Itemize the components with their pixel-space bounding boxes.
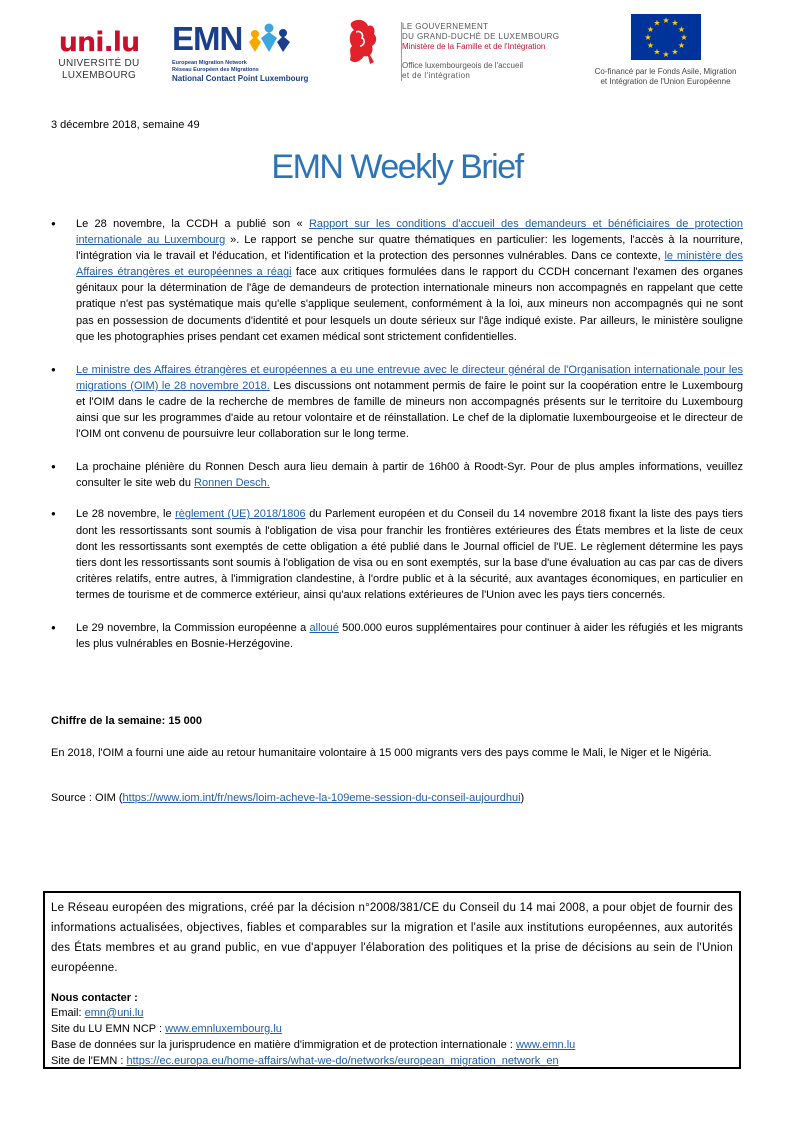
email-label: Email: (51, 1007, 85, 1019)
contact-heading: Nous contacter : (51, 992, 138, 1004)
news-item-ccdh-report (51, 216, 743, 345)
news-text: Le 29 novembre, la Commission européenne a (76, 621, 310, 634)
source-prefix: Source : OIM ( (51, 792, 123, 804)
source-suffix: ) (520, 792, 525, 804)
db-label: Base de données sur la jurisprudence en matière d'immigration et de protection internationale : (51, 1039, 516, 1051)
emn-wordmark: EMN (172, 20, 243, 57)
svg-text:★: ★ (670, 18, 679, 28)
svg-text:★: ★ (646, 41, 654, 50)
emn-site-link[interactable]: https://ec.europa.eu/home-affairs/what-we-do/networks/european_migration_network_en (126, 1055, 559, 1067)
svg-text:★: ★ (661, 50, 670, 59)
svg-text:★: ★ (677, 25, 685, 34)
issue-date: 3 décembre 2018, semaine 49 (51, 119, 200, 131)
government-text (401, 22, 559, 81)
news-text: du Parlement européen et du Conseil du 14 novembre 2018 fixant la liste des pays tiers dont les ressortissants sont soumis à l'obligation de visa pour franchir les frontières extérieures des États membres et la liste de ceux dont les ressortissants sont exemptés de cette obligation a été publié dans le Journal officiel de l'UE. Le règlement détermine les pays tiers dont les ressortissants sont soumis à l'obligation de visa ou en sont exemptés, sur la base d'une évaluation au cas par cas de divers critères relatifs, entre autres, à l'immigration clandestine, à l'ordre public et à la sécurité, aux avantages économiques, en particulier en termes de tourisme et de commerce extérieur, ainsi qu'aux relations extérieures de l'Union avec les pays tiers concernés. (76, 508, 744, 601)
uni-lu-mark: uni.lu (58, 27, 140, 58)
emn-logo (172, 22, 312, 84)
regulation-link[interactable]: règlement (UE) 2018/1806 (175, 508, 306, 521)
gov-office-line1: Office luxembourgeois de l'accueil (402, 61, 523, 70)
svg-text:★: ★ (670, 47, 679, 57)
gov-line1: LE GOUVERNEMENT (402, 22, 489, 31)
news-item-visa-regulation (51, 506, 743, 603)
figure-text: En 2018, l'OIM a fourni une aide au retour humanitaire volontaire à 15 000 migrants vers des pays comme le Mali, le Niger et le Nigéria. (51, 747, 712, 759)
ronnen-desch-link[interactable]: Ronnen Desch. (194, 477, 270, 490)
news-text: La prochaine plénière du Ronnen Desch aura lieu demain à partir de 16h00 à Roodt-Syr. Pour de plus amples informations, veuillez consulter le site web du (76, 461, 743, 490)
news-list (51, 216, 743, 652)
svg-text:★: ★ (643, 33, 652, 42)
contact-db-row (51, 1037, 733, 1053)
site-link[interactable]: www.emnluxembourg.lu (165, 1023, 282, 1035)
contact-emn-site-row (51, 1053, 733, 1069)
svg-text:★: ★ (652, 18, 661, 28)
eu-logo (583, 14, 748, 87)
emn-subtitle-en: European Migration Network (172, 60, 247, 66)
ccdh-report-link[interactable]: Rapport sur les conditions d'accueil des demandeurs et bénéficiaires de protection internationale au Luxembourg (76, 218, 743, 247)
news-text: ». Le rapport se penche sur quatre thématiques en particulier: les logements, l'accès à la nourriture, l'intégration via le travail et l'éducation, et l'identification et la protection des personnes vulnérables. Dans ce contexte, (76, 234, 744, 263)
eu-caption-line2: et Intégration de l'Union Européenne (600, 77, 731, 86)
news-item-oim-meeting (51, 362, 743, 442)
svg-text:★: ★ (661, 16, 670, 25)
news-text: face aux critiques formulées dans le rapport du CCDH concernant l'examen des organes génitaux pour la détermination de l'âge de demandeurs de protection internationale mineurs non accompagnés en rappelant que cette pratique n'est pas systématique mais qu'elle s'applique seulement, conformément à la loi, aux mineurs non accompagnés qui ne sont pas en possession de documents d'identité et pour lesquels un doute sérieux sur l'âge indiqué existe. Par ailleurs, le ministère souligne que les photographies prises pendant cet examen médical sont strictement confidentielles. (76, 266, 743, 343)
svg-text:★: ★ (652, 47, 661, 57)
emn-info-box (43, 891, 741, 1069)
emn-ncp-label: National Contact Point Luxembourg (172, 74, 309, 83)
uni-name-line2: LUXEMBOURG (61, 70, 137, 81)
news-item-bosnia-funding (51, 620, 743, 652)
gov-ministry: Ministère de la Famille et de l'Intégration (402, 42, 546, 51)
db-link[interactable]: www.emn.lu (515, 1039, 576, 1051)
svg-text:★: ★ (646, 25, 654, 34)
eu-caption (583, 67, 748, 87)
source-link[interactable]: https://www.iom.int/fr/news/loim-acheve-la-109eme-session-du-conseil-aujourdhui (122, 792, 521, 804)
eu-caption-line1: Co-financé par le Fonds Asile, Migration (594, 67, 737, 76)
emn-site-label: Site de l'EMN : (51, 1055, 127, 1067)
news-item-ronnen-desch (51, 459, 743, 491)
news-text: 500.000 euros supplémentaires pour continuer à aider les réfugiés et les migrants les plus vulnérables en Bosnie-Herzégovine. (76, 621, 744, 651)
university-logo (57, 28, 141, 82)
emn-description: Le Réseau européen des migrations, créé par la décision n°2008/381/CE du Conseil du 14 mai 2008, a pour objet de fournir des informations actualisées, objectives, fiables et comparables sur la migration et l'asile aux institutions européennes, aux autorités des États membres et au grand public, en vue d'appuyer l'élaboration des politiques et la prise de décisions au sein de l'Union européenne. (51, 902, 733, 974)
gov-line2: DU GRAND-DUCHÉ DE LUXEMBOURG (402, 32, 560, 41)
page-title: EMN Weekly Brief (271, 148, 523, 186)
uni-name-line1: UNIVERSITÉ DU (58, 58, 140, 69)
emn-subtitle-fr: Réseau Européen des Migrations (172, 66, 259, 73)
emn-figures-icon (247, 22, 293, 60)
eu-flag-icon (631, 14, 701, 60)
contact-site-row (51, 1021, 733, 1037)
oim-meeting-link[interactable]: Le ministre des Affaires étrangères et européennes a eu une entrevue avec le directeur général de l'Organisation internationale pour les migrations (OIM) le 28 novembre 2018. (76, 363, 743, 392)
svg-text:★: ★ (679, 33, 688, 42)
email-link[interactable]: emn@uni.lu (84, 1007, 144, 1019)
news-text: Le 28 novembre, le (76, 508, 176, 521)
figure-heading: Chiffre de la semaine: 15 000 (51, 715, 203, 727)
svg-text:★: ★ (677, 41, 685, 50)
contact-email-row (51, 1005, 733, 1021)
news-text: Les discussions ont notamment permis de faire le point sur la coopération entre le Luxembourg et l'OIM dans le cadre de la recherche de membres de famille de mineurs non accompagnés présents sur le territoire du Luxembourg ainsi que sur les programmes d'aide au retour volontaire et de réinstallation. Le chef de la diplomatie luxembourgeoise et le directeur de l'OIM ont convenu de poursuivre leur collaboration sur le long terme. (76, 379, 743, 441)
ministry-response-link[interactable]: le ministère des Affaires étrangères et européennes a réagi (76, 250, 743, 279)
funding-link[interactable]: alloué (309, 621, 339, 634)
figure-source (51, 792, 524, 804)
red-lion-icon (346, 18, 382, 68)
news-text: Le 28 novembre, la CCDH a publié son « (76, 218, 309, 230)
site-label: Site du LU EMN NCP : (51, 1023, 166, 1035)
gov-office-line2: et de l'intégration (402, 71, 471, 80)
